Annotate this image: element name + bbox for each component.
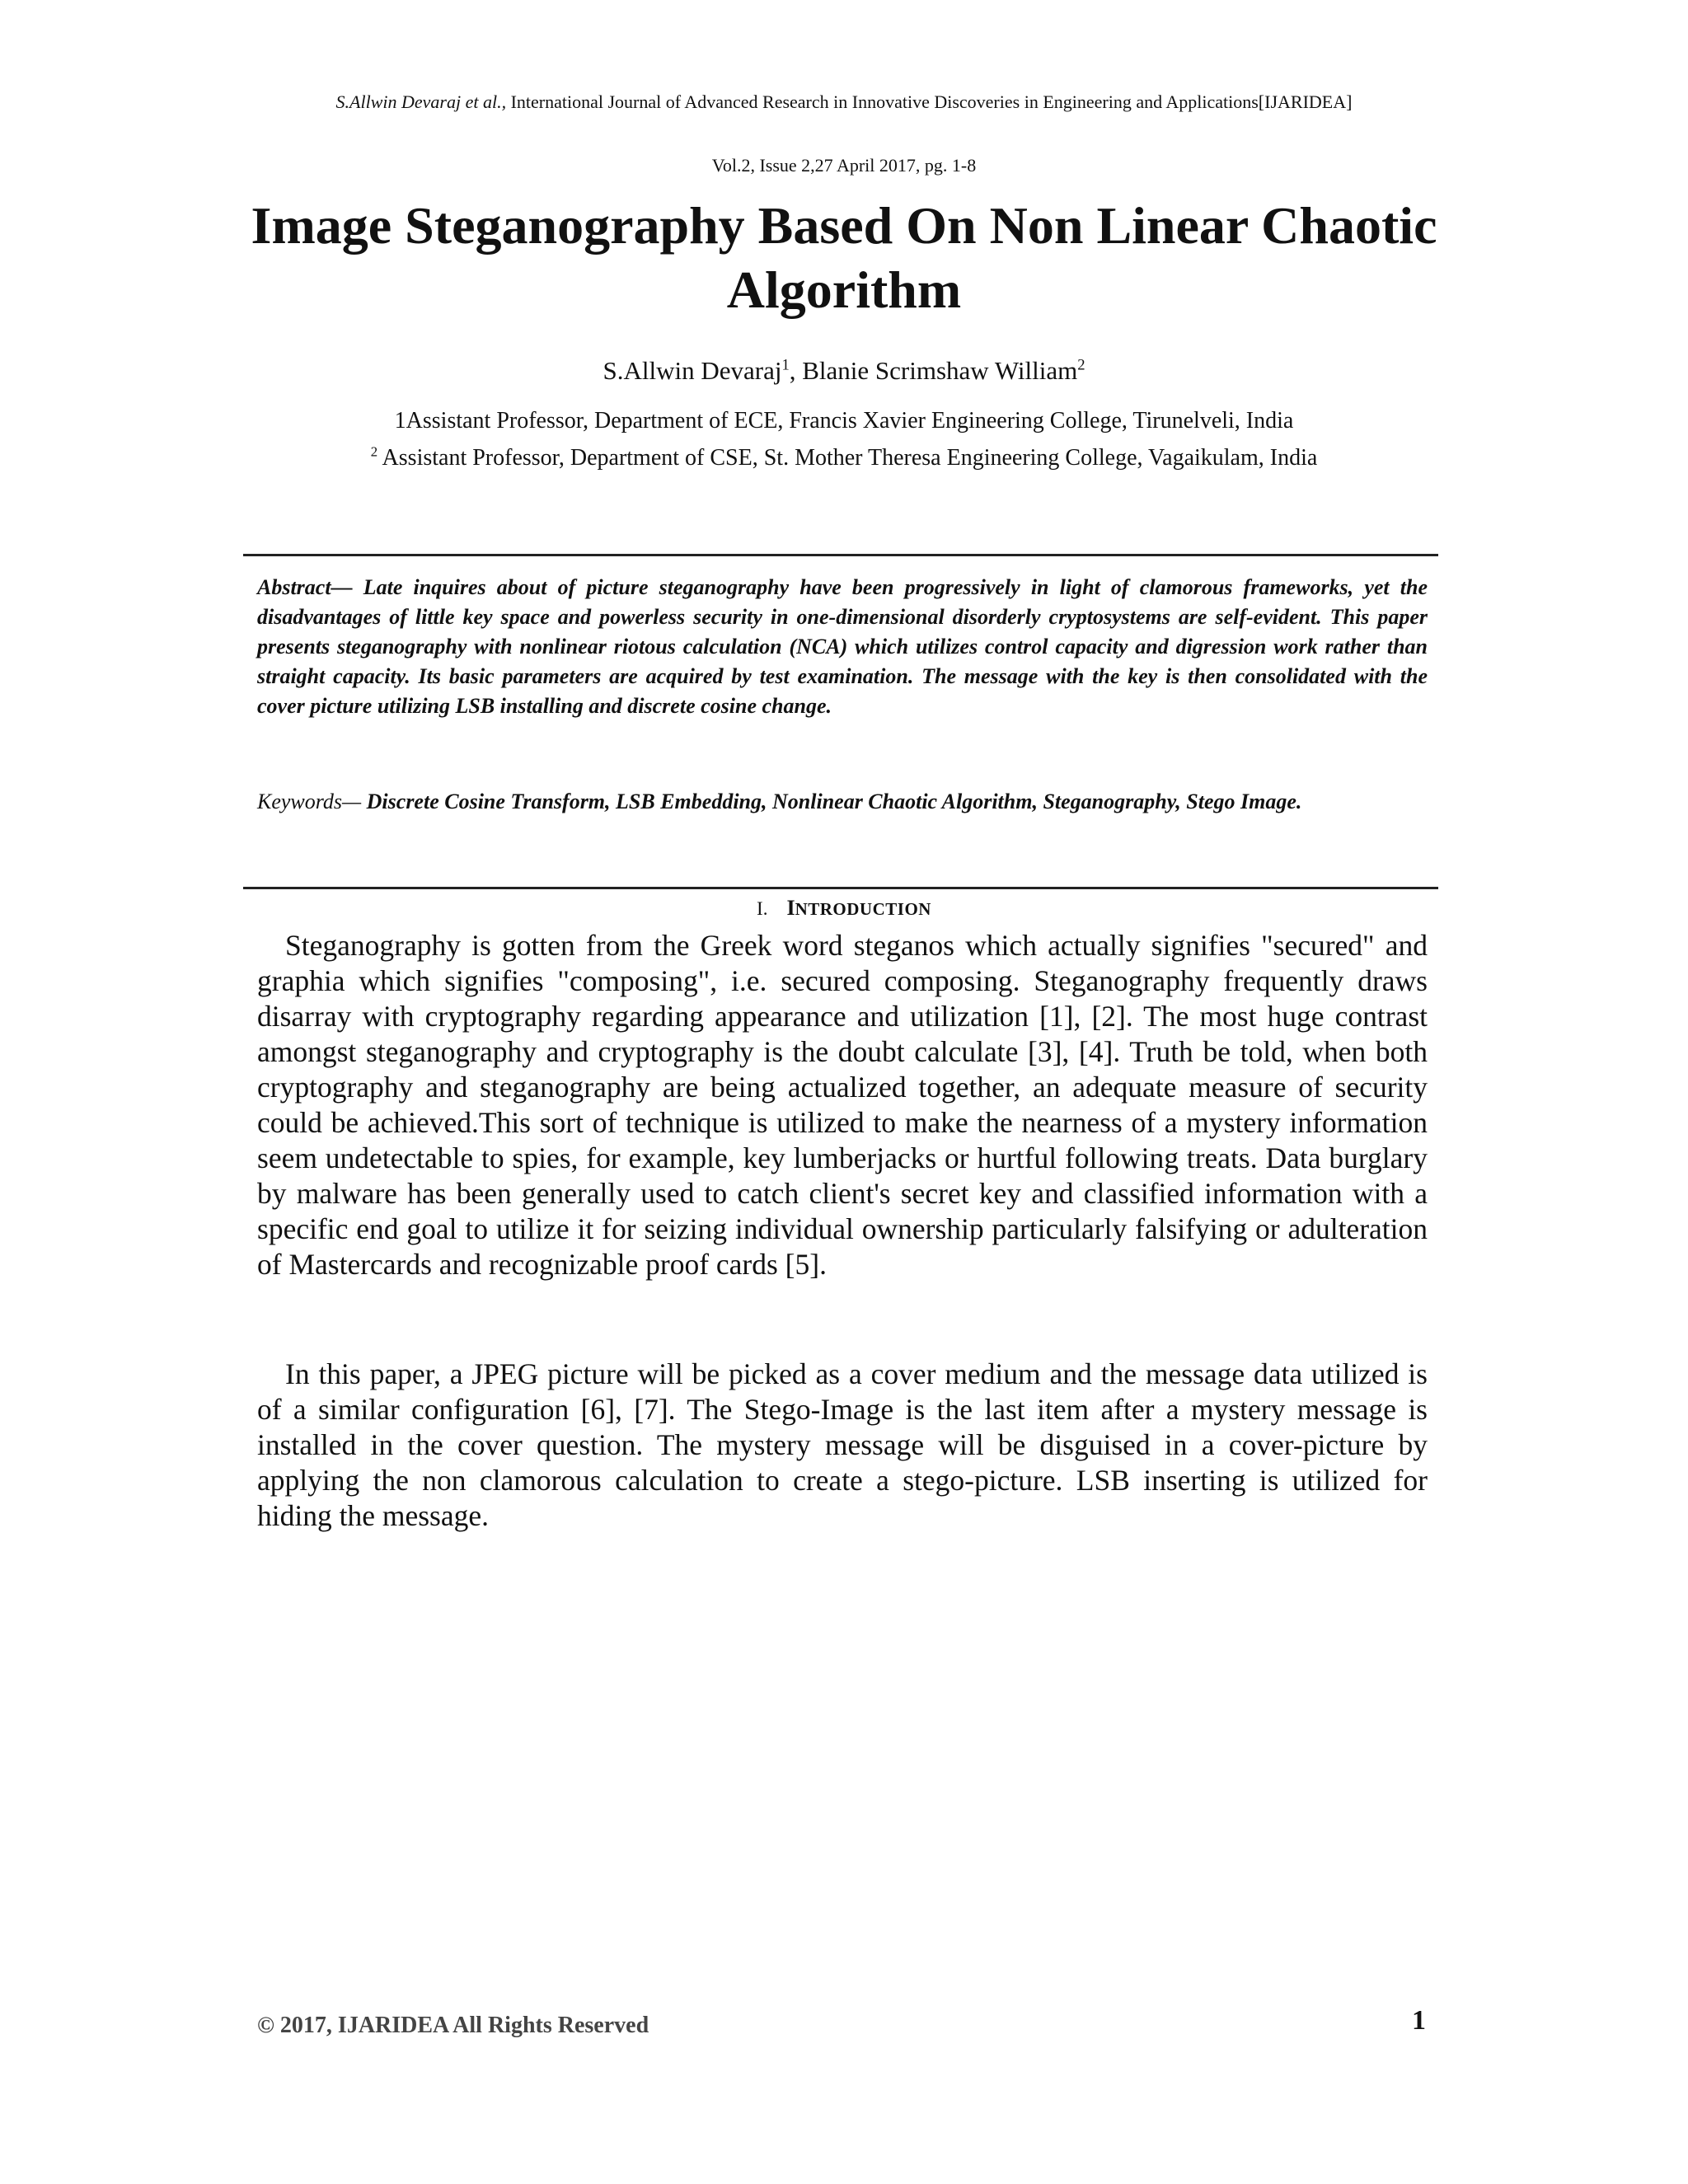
author-list: [247, 356, 1441, 386]
affiliation-text: Assistant Professor, Department of CSE, St. Mother Theresa Engineering College, Vagaikulam, India: [377, 445, 1318, 471]
keywords: [257, 787, 1428, 817]
footer-copyright: © 2017, IJARIDEA All Rights Reserved: [257, 2013, 649, 2038]
section-heading: [247, 896, 1441, 921]
header-journal: International Journal of Advanced Research in Innovative Discoveries in Engineering and Applications[IJARIDEA]: [510, 91, 1353, 112]
affiliation-text: Assistant Professor, Department of ECE, Francis Xavier Engineering College, Tirunelveli, India: [406, 408, 1294, 434]
horizontal-rule: [243, 554, 1438, 556]
body-paragraph: In this paper, a JPEG picture will be picked as a cover medium and the message data utilized is of a similar configuration [6], [7]. The Stego-Image is the last item after a mystery message is installed in the cover question. The mystery message will be disguised in a cover-picture by applying the non clamorous calculation to create a stego-picture. LSB inserting is utilized for hiding the message.: [257, 1357, 1428, 1532]
keywords-text: Discrete Cosine Transform, LSB Embedding, Nonlinear Chaotic Algorithm, Steganography, Stego Image.: [366, 790, 1302, 813]
affiliation: [247, 445, 1441, 471]
volume-line: Vol.2, Issue 2,27 April 2017, pg. 1-8: [711, 155, 977, 176]
section-number: I.: [757, 898, 768, 919]
abstract: Abstract— Late inquires about of picture steganography have been progressively in light of clamorous frameworks, yet the disadvantages of little key space and powerless security in one-dimensional disorderly cryptosystems are self-evident. This paper presents steganography with nonlinear riotous calculation (NCA) which utilizes control capacity and digression work rather than straight capacity. Its basic parameters are acquired by test examination. The message with the key is then consolidated with the cover picture utilizing LSB installing and discrete cosine change.: [257, 575, 1428, 718]
author-affil-mark: 1: [781, 356, 790, 374]
author-separator: ,: [789, 356, 803, 385]
horizontal-rule: [243, 887, 1438, 889]
body-paragraph: Steganography is gotten from the Greek word steganos which actually signifies "secured" and graphia which signifies "composing", i.e. secured composing. Steganography frequently draws disarray with cryptography regarding appearance and utilization [1], [2]. The most huge contrast amongst steganography and cryptography is the doubt calculate [3], [4]. Truth be told, when both cryptography and steganography are being actualized together, an adequate measure of security could be achieved.This sort of technique is utilized to make the nearness of a mystery information seem undetectable to spies, for example, key lumberjacks or hurtful following treats. Data burglary by malware has been generally used to catch client's secret key and classified information with a specific end goal to utilize it for seizing individual ownership particularly falsifying or adulteration of Mastercards and recognizable proof cards [5].: [257, 929, 1428, 1281]
author-name: Blanie Scrimshaw William: [802, 356, 1078, 385]
section-title-initial: I: [786, 896, 795, 920]
keywords-label: Keywords—: [257, 790, 367, 813]
running-header: [247, 91, 1441, 114]
affiliation: [247, 408, 1441, 434]
author-affil-mark: 2: [1077, 356, 1085, 374]
affiliation-number: 1: [394, 408, 406, 434]
paper-title: Image Steganography Based On Non Linear Chaotic Algorithm: [251, 196, 1437, 319]
author-name: S.Allwin Devaraj: [603, 356, 782, 385]
affiliation-number: 2: [370, 443, 378, 460]
header-author: S.Allwin Devaraj et al.,: [335, 91, 507, 112]
page-number: 1: [1412, 2005, 1426, 2036]
section-title-rest: NTRODUCTION: [795, 899, 931, 919]
